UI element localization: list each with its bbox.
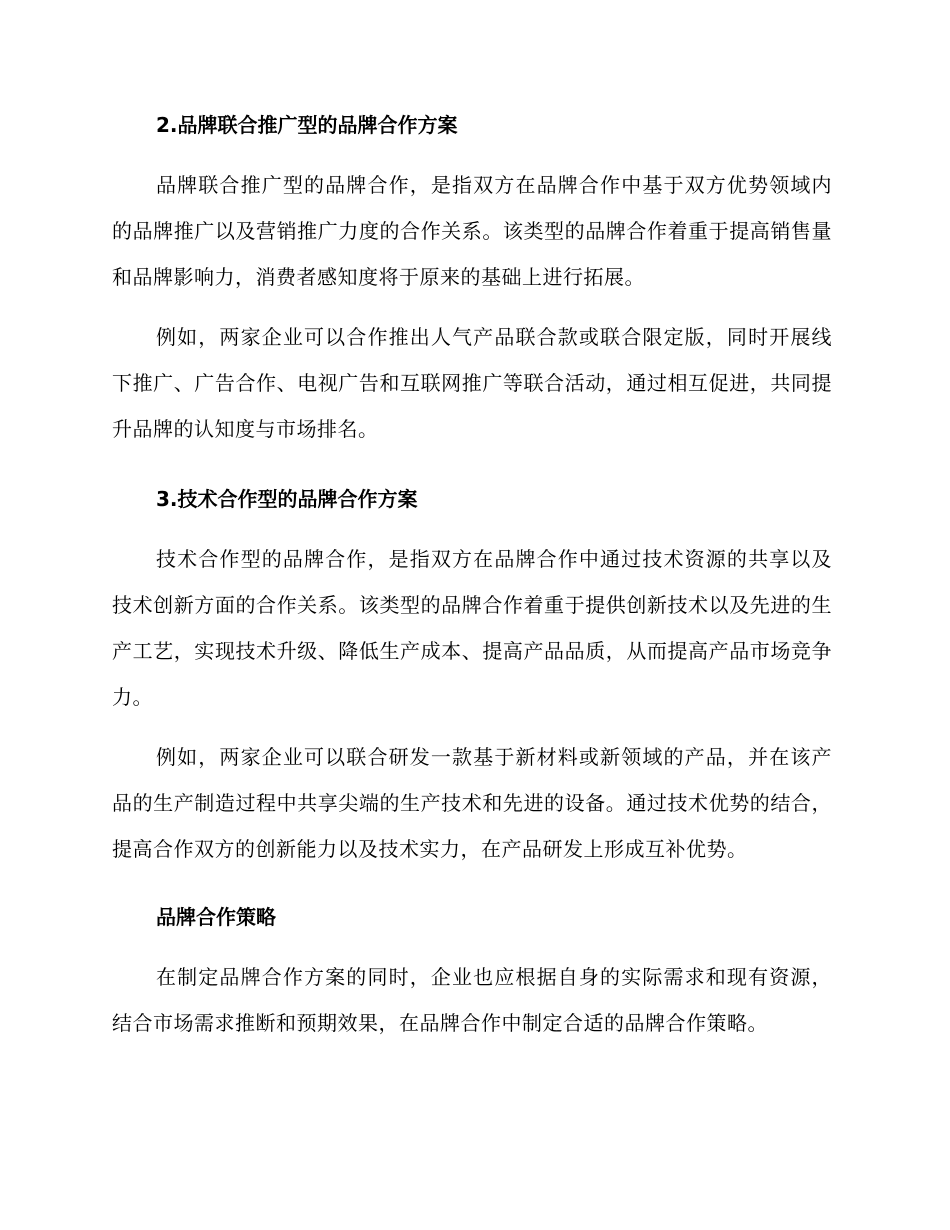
paragraph-brand-co-promotion-example: 例如，两家企业可以合作推出人气产品联合款或联合限定版，同时开展线下推广、广告合作、电视广告和互联网推广等联合活动，通过相互促进，共同提升品牌的认知度与市场排名。 [112,325,832,441]
paragraph-cooperation-strategy: 在制定品牌合作方案的同时，企业也应根据自身的实际需求和现有资源，结合市场需求推断和预期效果，在品牌合作中制定合适的品牌合作策略。 [112,965,832,1035]
section-heading-tech-cooperation: 3.技术合作型的品牌合作方案 [156,487,418,511]
paragraph-brand-co-promotion-definition: 品牌联合推广型的品牌合作，是指双方在品牌合作中基于双方优势领域内的品牌推广以及营销推广力度的合作关系。该类型的品牌合作着重于提高销售量和品牌影响力，消费者感知度将于原来的基础上进行拓展。 [112,173,832,289]
section-heading-brand-co-promotion: 2.品牌联合推广型的品牌合作方案 [156,113,458,137]
section-heading-cooperation-strategy: 品牌合作策略 [156,905,276,929]
paragraph-tech-cooperation-example: 例如，两家企业可以联合研发一款基于新材料或新领域的产品，并在该产品的生产制造过程中共享尖端的生产技术和先进的设备。通过技术优势的结合，提高合作双方的创新能力以及技术实力，在产品研发上形成互补优势。 [112,745,832,861]
paragraph-tech-cooperation-definition: 技术合作型的品牌合作，是指双方在品牌合作中通过技术资源的共享以及技术创新方面的合作关系。该类型的品牌合作着重于提供创新技术以及先进的生产工艺，实现技术升级、降低生产成本、提高产品品质，从而提高产品市场竞争力。 [112,547,832,709]
document-page [112,110,832,1046]
